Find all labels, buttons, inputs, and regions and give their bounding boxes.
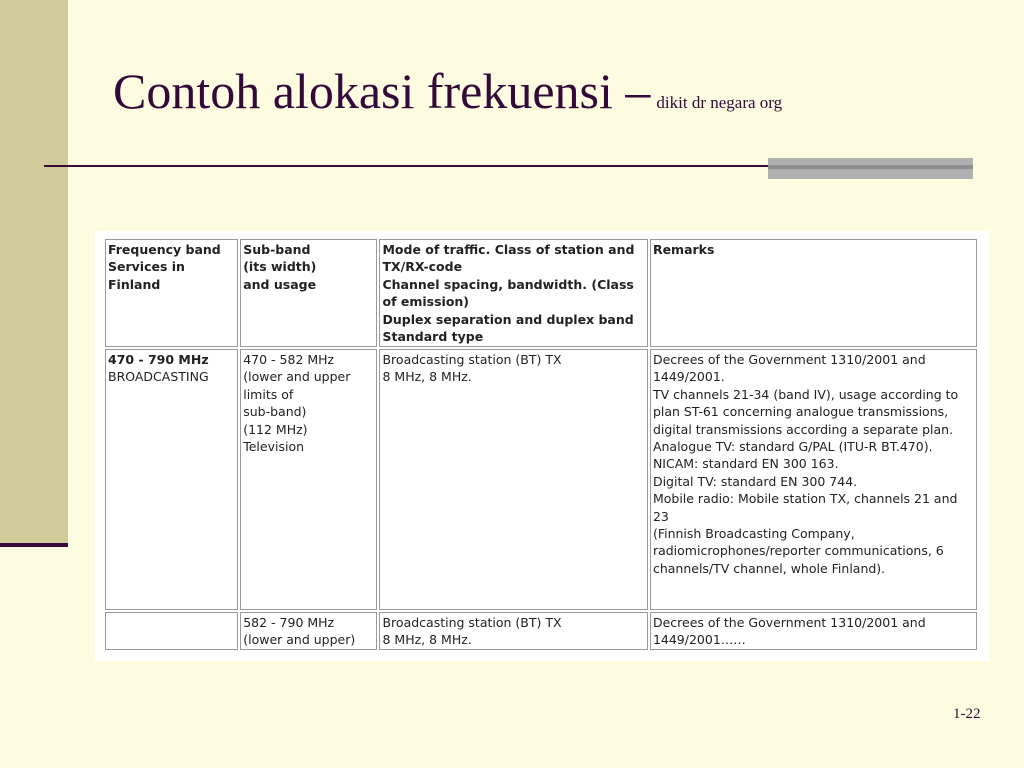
- cell-band-service: BROADCASTING: [108, 369, 209, 385]
- slide-title-main: Contoh alokasi frekuensi –: [113, 63, 651, 119]
- cell-remarks: Decrees of the Government 1310/2001 and 1449/2001……: [650, 612, 977, 650]
- page-number: 1-22: [953, 706, 981, 722]
- header-sub-band: Sub-band (its width) and usage: [240, 239, 377, 347]
- cell-remarks: Decrees of the Government 1310/2001 and 1449/2001. TV channels 21-34 (band IV), usage according to plan ST-61 concerning analogue transmissions, digital transmissions according a separate plan. Analogue TV: standard G/PAL (ITU-R BT.470). NICAM: standard EN 300 163. Digital TV: standard EN 300 744. Mobile radio: Mobile station TX, channels 21 and 23 (Finnish Broadcasting Company, radiomicrophones/reporter communications, 6 channels/TV channel, whole Finland).: [650, 349, 977, 610]
- header-mode-of-traffic: Mode of traffic. Class of station and TX/RX-code Channel spacing, bandwidth. (Class of emission) Duplex separation and duplex band Standard type: [379, 239, 647, 347]
- cell-mode: Broadcasting station (BT) TX 8 MHz, 8 MHz.: [379, 349, 647, 610]
- frequency-allocation-table: [103, 237, 979, 652]
- header-frequency-band: Frequency band Services in Finland: [105, 239, 238, 347]
- cell-frequency-band: [105, 349, 238, 610]
- slide-title-subtitle: dikit dr negara org: [656, 93, 783, 112]
- cell-mode: Broadcasting station (BT) TX 8 MHz, 8 MHz.: [379, 612, 647, 650]
- title-rule-line: [44, 165, 774, 167]
- table-row: [105, 349, 977, 610]
- slide-title: [113, 62, 782, 120]
- cell-frequency-band: [105, 612, 238, 650]
- cell-sub-band: 470 - 582 MHz (lower and upper limits of sub-band) (112 MHz) Television: [240, 349, 377, 610]
- left-bar-underline: [0, 543, 68, 547]
- table-header-row: [105, 239, 977, 347]
- table-image-area: [95, 231, 989, 661]
- table-row: [105, 612, 977, 650]
- header-remarks: Remarks: [650, 239, 977, 347]
- title-rule-box: [768, 158, 973, 179]
- left-decorative-bar: [0, 0, 68, 544]
- cell-sub-band: 582 - 790 MHz (lower and upper): [240, 612, 377, 650]
- cell-band-range: 470 - 790 MHz: [108, 352, 209, 367]
